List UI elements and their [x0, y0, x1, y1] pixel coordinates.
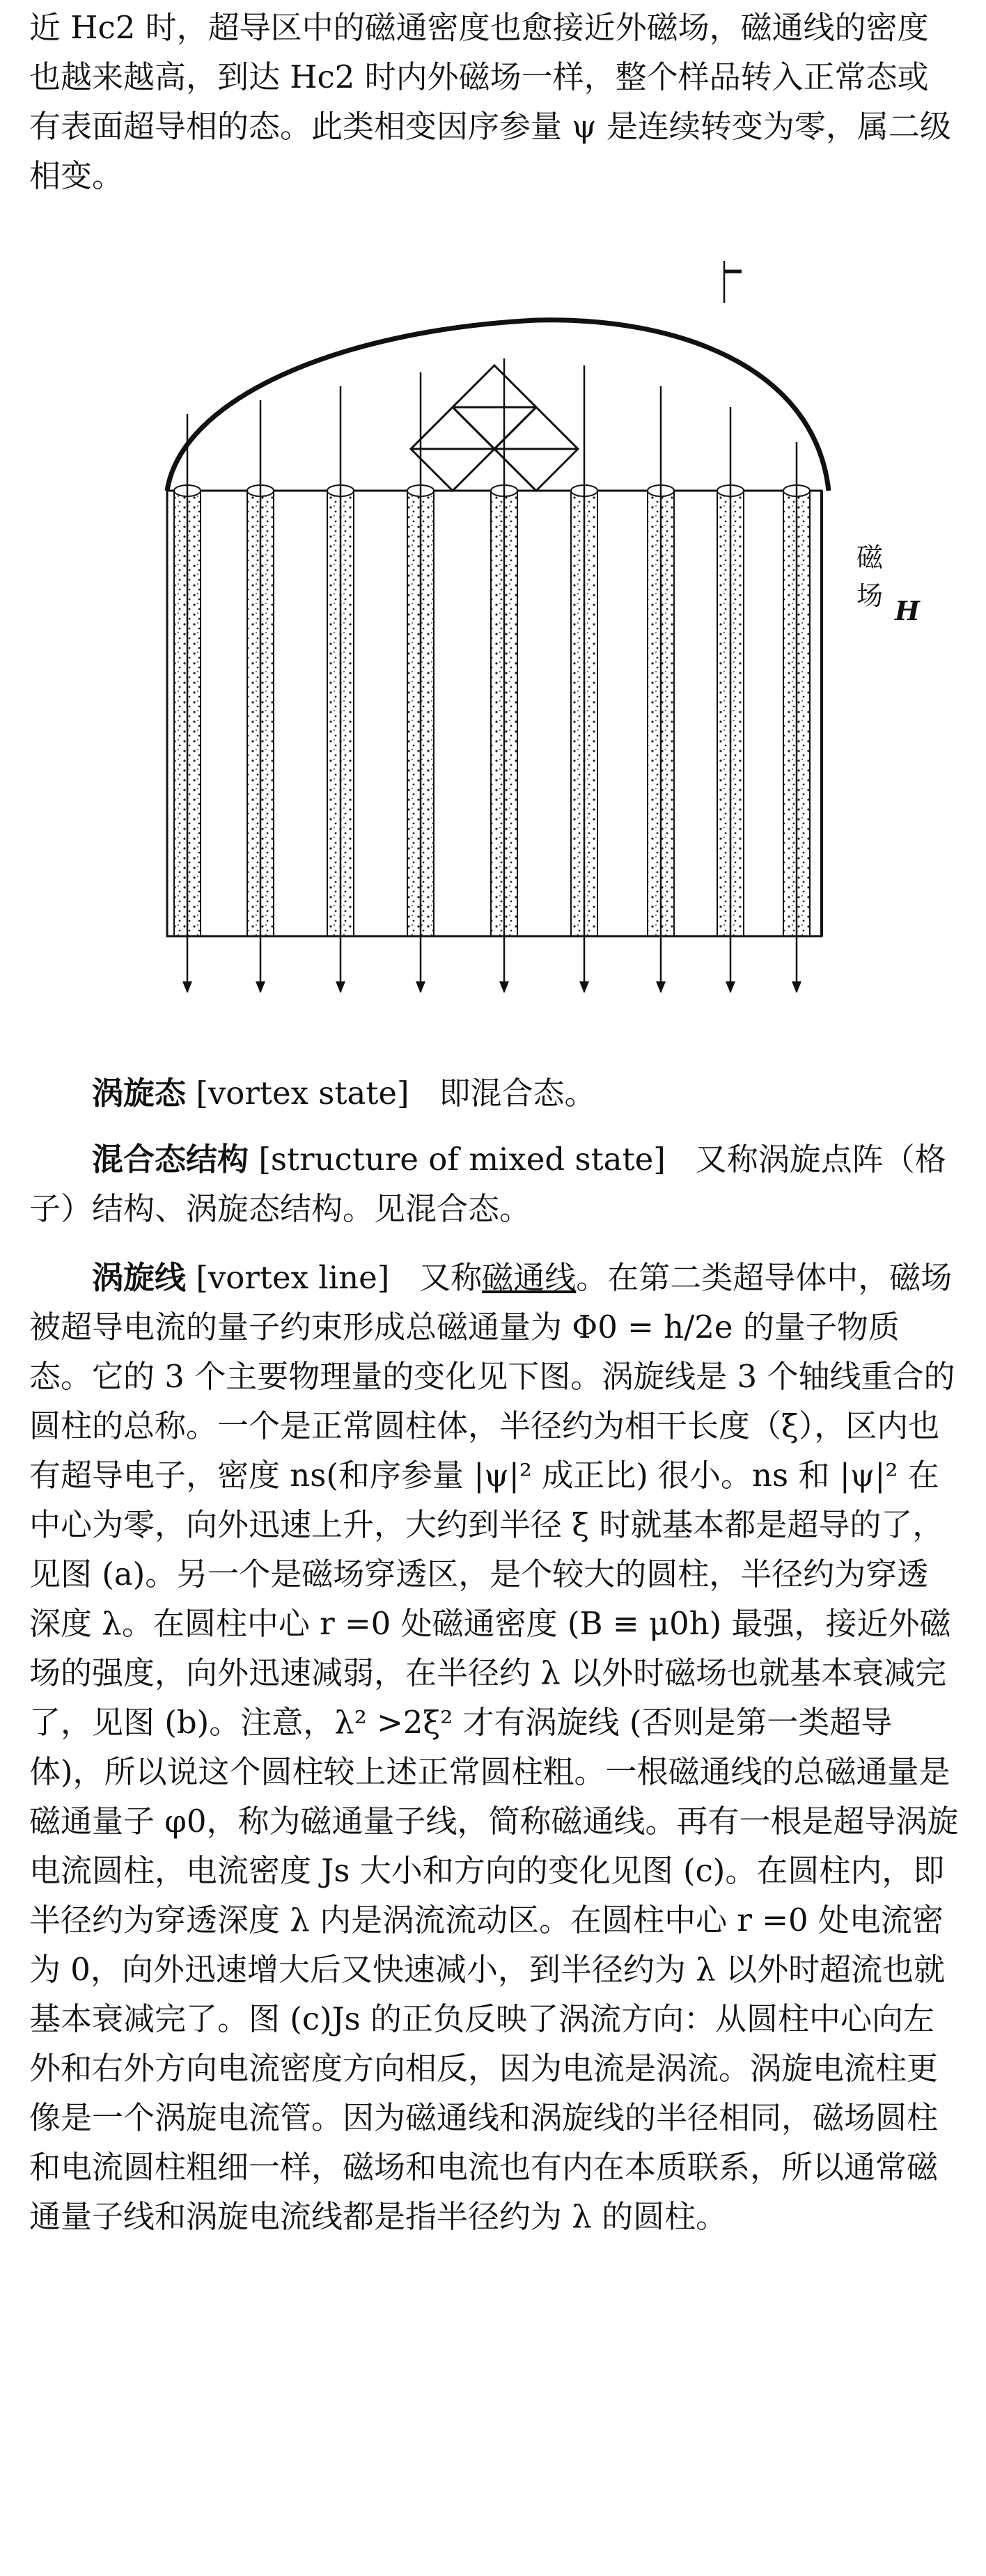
entry-body: 又称涡旋点阵（格子）结构、涡旋态结构。见混合态。	[29, 1141, 946, 1227]
entry-mixed-state-structure	[29, 1135, 959, 1233]
mixed-state-vortex-figure	[104, 261, 920, 1023]
entry-term: 涡旋线	[92, 1259, 187, 1296]
entry-body-prefix: 又称	[419, 1259, 483, 1296]
vortex-cylinder-illustration	[104, 261, 856, 1023]
entry-body: 。在第二类超导体中，磁场被超导电流的量子约束形成总磁通量为 Φ0 = h/2e 的量子物质态。它的 3 个主要物理量的变化见下图。涡旋线是 3 个轴线重合的圆柱的总称。一个是正常圆柱体，半径约为相干长度（ξ），区内也有超导电子，密度 ns(和序参量 |ψ|² 成正比) 很小。ns 和 |ψ|² 在中心为零，向外迅速上升，大约到半径 ξ 时就基本都是超导的了，见图 (a)。另一个是磁场穿透区，是个较大的圆柱，半径约为穿透深度 λ。在圆柱中心 r =0 处磁通密度 (B ≡ μ0h) 最强，接近外磁场的强度，向外迅速减弱，在半径约 λ 以外时磁场也就基本衰减完了，见图 (b)。注意，λ² >2ξ² 才有涡旋线 (否则是第一类超导体)，所以说这个圆柱较上述正常圆柱粗。一根磁通线的总磁通量是磁通量子 φ0，称为磁通量子线，简称磁通线。再有一根是超导涡旋电流圆柱，电流密度 Js 大小和方向的变化见图 (c)。在圆柱内，即半径约为穿透深度 λ 内是涡流流动区。在圆柱中心 r =0 处电流密为 0，向外迅速增大后又快速减小，到半径约为 λ 以外时超流也就基本衰减完了。图 (c)Js 的正负反映了涡流方向：从圆柱中心向左外和右外方向电流密度方向相反，因为电流是涡流。涡旋电流柱更像是一个涡旋电流管。因为磁通线和涡旋线的半径相同，磁场圆柱和电流圆柱粗细一样，磁场和电流也有内在本质联系，所以通常磁通量子线和涡旋电流线都是指半径约为 λ 的圆柱。	[29, 1259, 959, 2235]
entry-term-en: [vortex state]	[196, 1075, 409, 1112]
figure-label-magnetic-field: 磁场	[856, 542, 884, 611]
entry-term-en: [vortex line]	[196, 1259, 390, 1296]
intro-paragraph: 近 Hc2 时，超导区中的磁通密度也愈接近外磁场，磁通线的密度也越来越高，到达 Hc2 时内外磁场一样，整个样品转入正常态或有表面超导相的态。此类相变因序参量 ψ 是连续转变为零，属二级相变。	[29, 9, 951, 194]
figure-label-h: H	[895, 595, 920, 626]
entry-term: 混合态结构	[92, 1141, 249, 1178]
entry-term-en: [structure of mixed state]	[258, 1141, 666, 1178]
entry-body: 即混合态。	[439, 1075, 596, 1112]
entry-link-flux-line[interactable]: 磁通线	[482, 1259, 577, 1296]
entry-vortex-line	[29, 1253, 959, 2241]
entry-vortex-state	[29, 1068, 959, 1118]
entry-term: 涡旋态	[92, 1075, 187, 1112]
